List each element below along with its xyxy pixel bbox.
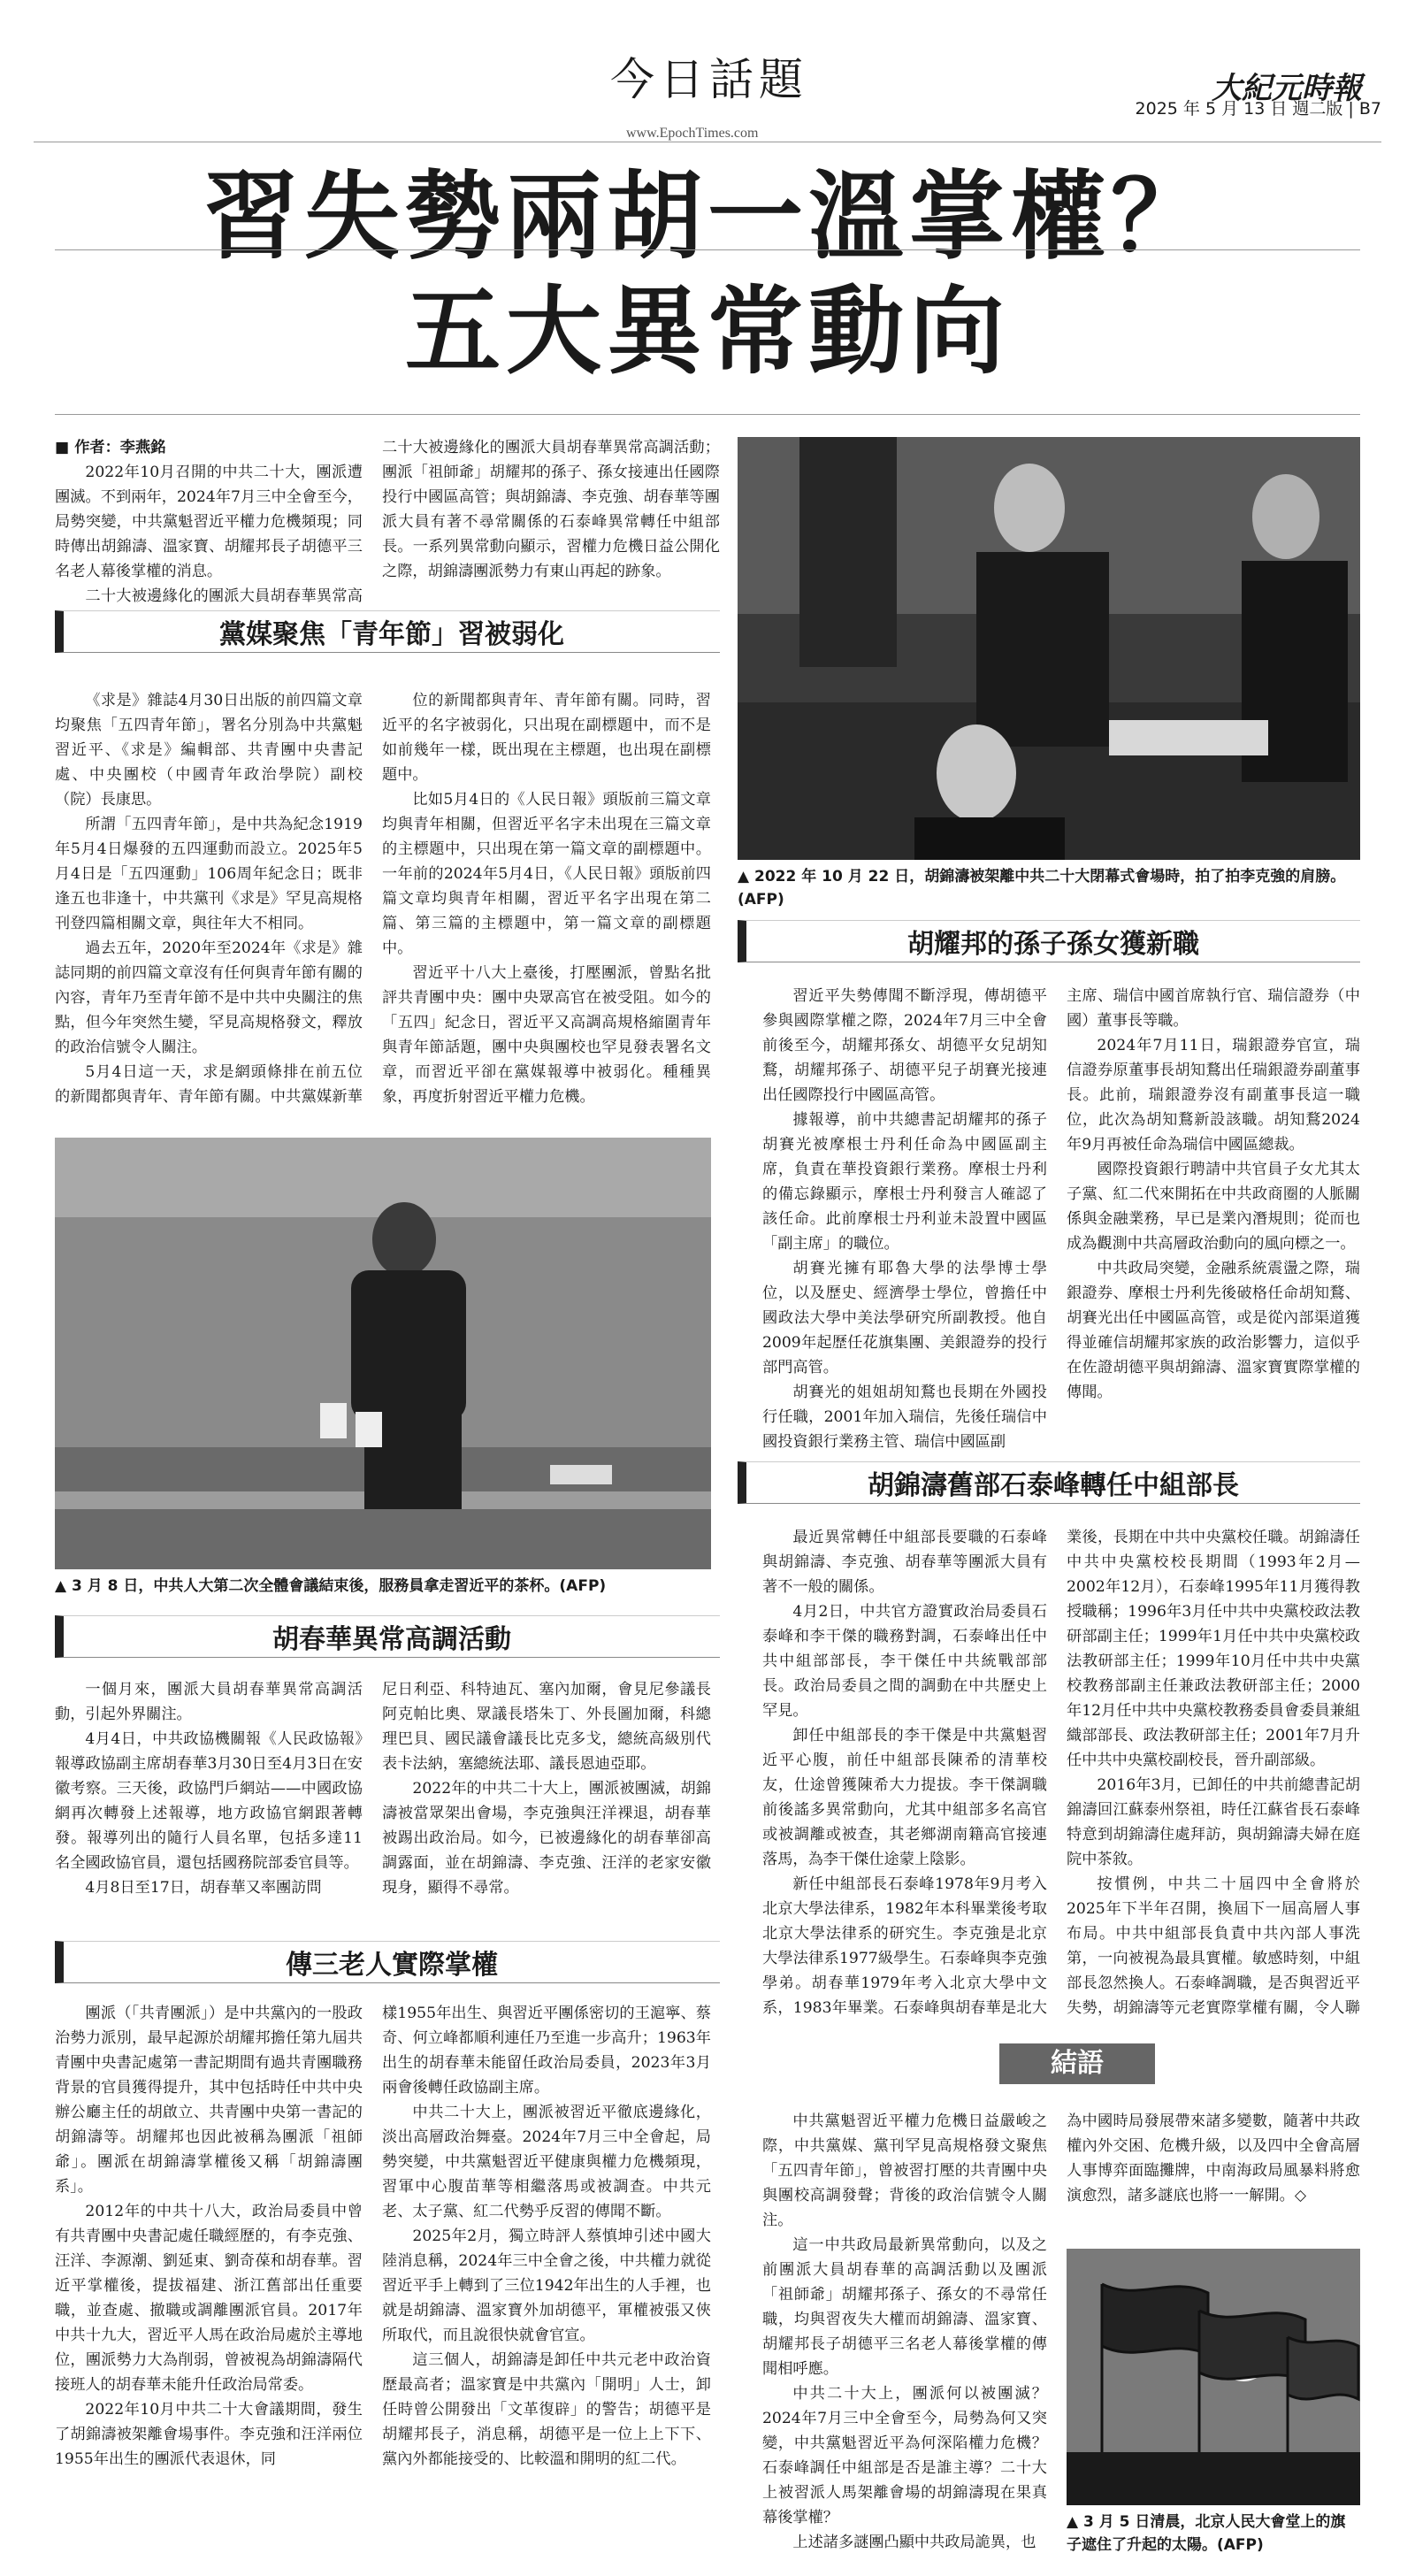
sec2-column-1 bbox=[762, 984, 1047, 1453]
sec1-column-2 bbox=[382, 688, 711, 1104]
paragraph: 最近異常轉任中組部長要職的石泰峰與胡錦濤、李克強、胡春華等團派大員有著不一般的關係。 bbox=[762, 1529, 1047, 1596]
conclusion-heading: 結語 bbox=[999, 2043, 1155, 2084]
website-label: www.EpochTimes.com bbox=[626, 126, 759, 141]
section-heading: 傳三老人實際掌權 bbox=[55, 1941, 720, 1983]
photo-caption: ▲ 2022 年 10 月 22 日，胡錦濤被架離中共二十大閉幕式會場時，拍了拍李克強的肩膀。(AFP) bbox=[738, 868, 1346, 908]
section-heading: 胡耀邦的孫子孫女獲新職 bbox=[738, 920, 1360, 962]
sec5-column-2 bbox=[1067, 1525, 1360, 2020]
paragraph: 比如5月4日的《人民日報》頭版前三篇文章均與青年相關，但習近平名字未出現在三篇文章的主標題中，只出現在第一篇文章的副標題中。一年前的2024年5月4日，《人民日報》頭版前四篇文章均與青年相關，習近平名字出現在第二篇、第三篇的主標題中，第一篇文章的副標題中。 bbox=[382, 791, 711, 957]
paragraph: 4月8日至17日，胡春華又率團訪問 bbox=[85, 1879, 322, 1897]
paragraph: 習近平失勢傳聞不斷浮現，傳胡德平參與國際掌權之際，2024年7月三中全會前後至今，胡耀邦孫女、胡德平女兒胡知鶩，胡耀邦孫子、胡德平兒子胡賽光接連出任國際投行中國區高管。 bbox=[762, 987, 1047, 1104]
paragraph: 上述諸多謎團凸顯中共政局詭異，也 bbox=[792, 2534, 1036, 2551]
photo-caption: ▲ 3 月 8 日，中共人大第二次全體會議結束後，服務員拿走習近平的茶杯。(AFP) bbox=[55, 1577, 607, 1595]
sec4-column-1 bbox=[55, 2001, 363, 2558]
paragraph: 2012年的中共十八大，政治局委員中曾有共青團中央書記處任職經歷的，有李克強、汪洋、李源潮、劉延東、劉奇葆和胡春華。習近平掌權後，提拔福建、浙江舊部出任重要職，並查處、撤職或調離團派官員。2017年中共十九大，習近平人馬在政治局處於主導地位，團派勢力大為削弱，曾被視為胡錦濤隔代接班人的胡春華未能升任政治局常委。 bbox=[55, 2203, 363, 2394]
sec3-column-2 bbox=[382, 1677, 711, 1905]
paragraph: 樣1955年出生、與習近平團係密切的王滬寧、蔡奇、何立峰都順利連任乃至進一步高升；1963年出生的胡春華未能留任政治局委員，2023年3月兩會後轉任政協副主席。 bbox=[382, 2005, 711, 2097]
paragraph: 胡賽光擁有耶魯大學的法學博士學位，以及歷史、經濟學士學位，曾擔任中國政法大學中美法學研究所副教授。他自2009年起歷任花旗集團、美銀證券的投行部門高管。 bbox=[762, 1260, 1047, 1376]
paragraph: 習近平十八大上臺後，打壓團派，曾點名批評共青團中央：團中央眾高官在被受阻。如今的「五四」紀念日，習近平又高調高規格縮圍青年與青年節話題，團中央與團校也罕見發表署名文章，而習近平卻在黨媒報導中被弱化。種種異象，再度折射習近平權力危機。 bbox=[382, 964, 711, 1104]
paragraph: 2016年3月，已卸任的中共前總書記胡錦濤回江蘇泰州祭祖，時任江蘇省長石泰峰特意到胡錦濤住處拜訪，與胡錦濤夫婦在庭院中茶敘。 bbox=[1067, 1776, 1360, 1868]
intro-column-2 bbox=[382, 435, 720, 584]
headline-line2: 五大異常動向 bbox=[404, 276, 1010, 387]
paragraph: 據報導，前中共總書記胡耀邦的孫子胡賽光被摩根士丹利任命為中國區副主席，負責在華投資銀行業務。摩根士丹利的備忘錄顯示，摩根士丹利發言人確認了該任命。此前摩根士丹利並未設置中國區「副主席」的職位。 bbox=[762, 1111, 1047, 1253]
section-heading: 黨媒聚焦「青年節」習被弱化 bbox=[55, 610, 720, 653]
paragraph: 《求是》雜誌4月30日出版的前四篇文章均聚焦「五四青年節」，署名分別為中共黨魁習近平、《求是》編輯部、共青團中央書記處、中央團校（中國青年政治學院）副校（院）長康思。 bbox=[55, 692, 363, 809]
newspaper-logo: 大紀元時報 bbox=[1212, 71, 1362, 106]
paragraph: 一個月來，團派大員胡春華異常高調活動，引起外界關注。 bbox=[55, 1681, 363, 1723]
date-line: 2025 年 5 月 13 日 週二版 | B7 bbox=[1135, 99, 1381, 119]
sec1-column-1 bbox=[55, 688, 363, 1104]
photo-caption: ▲ 3 月 5 日清晨，北京人民大會堂上的旗子遮住了升起的太陽。(AFP) bbox=[1067, 2513, 1346, 2554]
paragraph: 4月4日，中共政協機關報《人民政協報》報導政協副主席胡春華3月30日至4月3日在安徽考察。三天後，政協門戶網站——中國政協網再次轉發上述報導，地方政協官網跟著轉發。報導列出的隨行人員名單，包括多達11名全國政協官員，還包括國務院部委官員等。 bbox=[55, 1730, 363, 1872]
sec4-column-2 bbox=[382, 2001, 711, 2558]
intro-column-1 bbox=[55, 435, 363, 609]
paragraph: 尼日利亞、科特迪瓦、塞內加爾，會見尼參議長阿克帕比奧、眾議長塔朱丁、外長圖加爾，科總理巴貝、國民議會議長比克多戈，總統高級別代表卡法納，塞總統法耶、議長恩迪亞耶。 bbox=[382, 1681, 711, 1773]
photo-hu-jintao bbox=[738, 437, 1360, 860]
author-byline: ■ 作者：李燕銘 bbox=[55, 439, 166, 456]
paragraph: 5月4日這一天，求是網頭條排在前五位的新聞都與青年、青年節有關。中共黨媒新華 bbox=[55, 1063, 363, 1104]
section-heading: 胡春華異常高調活動 bbox=[55, 1615, 720, 1658]
paragraph: 團派（「共青團派」）是中共黨內的一股政治勢力派別，最早起源於胡耀邦擔任第九屆共青團中央書記處第一書記期間有過共青團職務背景的官員獲得提升，其中包括時任中共中央辦公廳主任的胡啟立、共青團中央第一書記的胡錦濤等。胡耀邦也因此被稱為團派「祖師爺」。團派在胡錦濤掌權後又稱「胡錦濤團系」。 bbox=[55, 2005, 363, 2196]
sec3-column-1 bbox=[55, 1677, 363, 1905]
paragraph: 新任中組部長石泰峰1978年9月考入北京大學法律系，1982年本科畢業後考取北京大學法律系的研究生。李克強是北京大學法律系1977級學生。石泰峰與李克強學弟。胡春華1979年考入北京大學中文系，1983年畢業。石泰峰與胡春華是北大 bbox=[762, 1875, 1047, 2017]
paragraph: 所謂「五四青年節」，是中共為紀念1919年5月4日爆發的五四運動而設立。2025年5月4日是「五四運動」106周年紀念日；既非逢五也非逢十，中共黨刊《求是》罕見高規格刊登四篇相關文章，與往年大不相同。 bbox=[55, 816, 363, 932]
paragraph: 中共二十大上，團派何以被團滅？2024年7月三中全會至今，局勢為何又突變，中共黨魁習近平為何深陷權力危機？石泰峰調任中組部是否是誰主導？二十大上被習派人馬架離會場的胡錦濤現在果真幕後掌權？ bbox=[762, 2385, 1047, 2526]
intro-paragraph: 2022年10月召開的中共二十大，團派遭團滅。不到兩年，2024年7月三中全會至今，局勢突變，中共黨魁習近平權力危機頻現；同時傳出胡錦濤、溫家寶、胡耀邦長子胡德平三名老人幕後掌權的消息。 bbox=[55, 464, 363, 580]
headline-line1: 習失勢兩胡一溫掌權？ bbox=[203, 161, 1212, 272]
paragraph: 胡賽光的姐姐胡知鶩也長期在外國投行任職，2001年加入瑞信，先後任瑞信中國投資銀行業務主管、瑞信中國區副 bbox=[762, 1384, 1047, 1451]
paragraph: 中共二十大上，團派被習近平徹底邊緣化，淡出高層政治舞臺。2024年7月三中全會起，局勢突變，中共黨魁習近平健康與權力危機頻現，習軍中心腹苗華等相繼落馬或被調查。中共元老、太子黨、紅二代勢乎反習的傳聞不斷。 bbox=[382, 2104, 711, 2220]
intro-paragraph-cont: 二十大被邊緣化的團派大員胡春華異常高調活動；團派「祖師爺」胡耀邦的孫子、孫女接連出任國際投行中國區高管；與胡錦濤、李克強、胡春華等團派大員有著不尋常關係的石泰峰異常轉任中組部長。一系列異常動向顯示，習權力危機日益公開化之際，胡錦濤團派勢力有東山再起的跡象。 bbox=[382, 439, 720, 580]
paragraph: 主席、瑞信中國首席執行官、瑞信證券（中國）董事長等職。 bbox=[1067, 987, 1360, 1030]
section-heading: 胡錦濤舊部石泰峰轉任中組部長 bbox=[738, 1461, 1360, 1504]
paragraph: 這三個人，胡錦濤是卸任中共元老中政治資歷最高者；溫家寶是中共黨內「開明」人士，卸任時曾公開發出「文革復辟」的警告；胡德平是胡耀邦長子，消息稱，胡德平是一位上上下下、黨內外都能接受的、比較溫和開明的紅二代。 bbox=[382, 2351, 711, 2468]
section-title: 今日話題 bbox=[610, 54, 808, 105]
paragraph: 按慣例，中共二十屆四中全會將於2025年下半年召開，換屆下一屆高層人事布局。中共中組部長負責中共內部人事洗第，一向被視為最具實權。敏感時刻，中組部長忽然換人。石泰峰調職，是否與習近平失勢，胡錦濤等元老實際掌權有關，令人聯 bbox=[1067, 1875, 1360, 2017]
paragraph: 業後，長期在中共中央黨校任職。胡錦濤任中共中央黨校校長期間（1993年2月—2002年12月），石泰峰1995年11月獲得教授職稱；1996年3月任中共中央黨校政法教研部副主任；1999年1月任中共中央黨校政法教研部主任；1999年10月任中共中央黨校教務部副主任兼政法教研部主任；2000年12月任中共中央黨校教務委員會委員兼組織部部長、政法教研部主任；2001年7月升任中共中央黨校副校長，晉升副部級。 bbox=[1067, 1529, 1360, 1769]
headline-rule-bottom bbox=[55, 414, 1360, 415]
paragraph: 為中國時局發展帶來諸多變數，隨著中共政權內外交困、危機升級，以及四中全會高層人事博弈面臨攤牌，中南海政局風暴料將愈演愈烈，諸多謎底也將一一解開。◇ bbox=[1067, 2112, 1360, 2204]
sec2-column-2 bbox=[1067, 984, 1360, 1453]
intro-paragraph: 二十大被邊緣化的團派大員胡春華異常高 bbox=[85, 587, 363, 605]
paragraph: 2022年10月中共二十大會議期間，發生了胡錦濤被架離會場事件。李克強和汪洋兩位1955年出生的團派代表退休，同 bbox=[55, 2401, 363, 2468]
conclusion-column-2 bbox=[1067, 2109, 1360, 2242]
paragraph: 卸任中組部長的李干傑是中共黨魁習近平心腹，前任中組部長陳希的清華校友，仕途曾獲陳希大力提拔。李干傑調職前後謠多異常動向，尤其中組部多名高官或被調離或被查，其老鄉湖南籍高官接連落馬，為李干傑仕途蒙上陰影。 bbox=[762, 1727, 1047, 1868]
paragraph: 2025年2月，獨立時評人蔡慎坤引述中國大陸消息稱，2024年三中全會之後，中共權力就從習近平手上轉到了三位1942年出生的人手裡，也就是胡錦濤、溫家寶外加胡德平，軍權被張又俠所取代，而且說很快就會官宣。 bbox=[382, 2227, 711, 2344]
sec5-column-1 bbox=[762, 1525, 1047, 2020]
paragraph: 位的新聞都與青年、青年節有關。同時，習近平的名字被弱化，只出現在副標題中，而不是如前幾年一樣，既出現在主標題，也出現在副標題中。 bbox=[382, 692, 711, 784]
paragraph: 中共政局突變，金融系統震盪之際，瑞銀證券、摩根士丹利先後破格任命胡知鶩、胡賽光出任中國區高管，或是從內部渠道獲得並確信胡耀邦家族的政治影響力，這似乎在佐證胡德平與胡錦濤、溫家寶實際掌權的傳聞。 bbox=[1067, 1260, 1360, 1401]
paragraph: 這一中共政局最新異常動向，以及之前團派大員胡春華的高調活動以及團派「祖師爺」胡耀邦孫子、孫女的不尋常任職，均與習夜失大權而胡錦濤、溫家寶、胡耀邦長子胡德平三名老人幕後掌權的傳聞相呼應。 bbox=[762, 2236, 1047, 2378]
paragraph: 2024年7月11日，瑞銀證券官宣，瑞信證券原董事長胡知鶩出任瑞銀證券副董事長。此前，瑞銀證券沒有副董事長這一職位，此次為胡知鶩新設該職。胡知鶩2024年9月再被任命為瑞信中國區總裁。 bbox=[1067, 1037, 1360, 1154]
paragraph: 2022年的中共二十大上，團派被團滅，胡錦濤被當眾架出會場，李克強與汪洋裸退，胡春華被踢出政治局。如今，已被邊緣化的胡春華卻高調露面，並在胡錦濤、李克強、汪洋的老家安徽現身，顯得不尋常。 bbox=[382, 1780, 711, 1897]
paragraph: 4月2日，中共官方證實政治局委員石泰峰和李干傑的職務對調，石泰峰出任中共中組部部長，李干傑任中共統戰部部長。政治局委員之間的調動在中共歷史上罕見。 bbox=[762, 1603, 1047, 1720]
conclusion-column-1 bbox=[762, 2109, 1047, 2560]
photo-waitress bbox=[55, 1138, 711, 1569]
paragraph: 中共黨魁習近平權力危機日益嚴峻之際，中共黨媒、黨刊罕見高規格發文聚焦「五四青年節」，曾被習打壓的共青團中央與團校高調發聲；背後的政治信號令人關注。 bbox=[762, 2112, 1047, 2229]
paragraph: 國際投資銀行聘請中共官員子女尤其太子黨、紅二代來開拓在中共政商圈的人脈關係與金融業務，早已是業內潛規則；從而也成為觀測中共高層政治動向的風向標之一。 bbox=[1067, 1161, 1360, 1253]
paragraph: 過去五年，2020年至2024年《求是》雜誌同期的前四篇文章沒有任何與青年節有關的內容，青年乃至青年節不是中共中央關注的焦點，但今年突然生變，罕見高規格發文，釋放的政治信號令人關注。 bbox=[55, 939, 363, 1056]
photo-flags bbox=[1067, 2249, 1360, 2505]
headline-rule-left bbox=[55, 249, 1360, 250]
